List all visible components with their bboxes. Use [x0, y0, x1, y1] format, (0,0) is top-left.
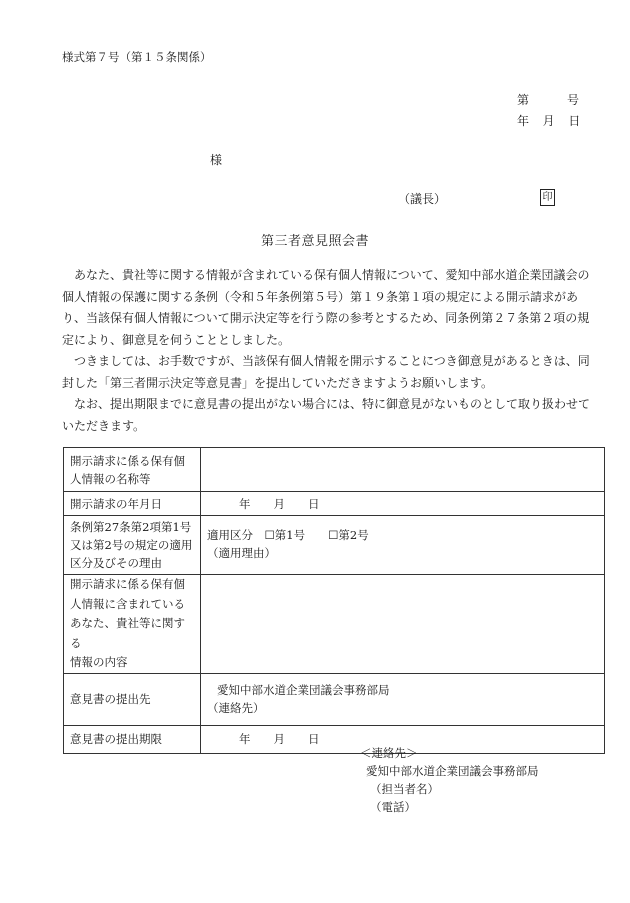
- row-value: 適用区分 ☐第1号 ☐第2号 （適用理由）: [201, 516, 605, 575]
- table-row: [64, 448, 605, 492]
- row-label: 開示請求に係る保有個 人情報に含まれている あなた、貴社等に関する 情報の内容: [64, 575, 201, 674]
- contact-block: [360, 744, 539, 816]
- date-day: 日: [568, 114, 581, 128]
- body-paragraph: あなた、貴社等に関する情報が含まれている保有個人情報について、愛知中部水道企業団議会の個人情報の保護に関する条例（令和５年条例第５号）第１９条第１項の規定による開示請求があり、当該保有個人情報について開示決定等を行う際の参考とするため、同条例第２７条第２項の規定により、御意見を伺うこととしました。: [62, 268, 590, 347]
- row-label: 開示請求の年月日: [64, 492, 201, 516]
- table-row: [64, 492, 605, 516]
- doc-number-go: 号: [567, 93, 580, 107]
- date-month: 月: [542, 114, 555, 128]
- date-year: 年: [517, 114, 530, 128]
- row-label: 条例第27条第2項第1号 又は第2号の規定の適用 区分及びその理由: [64, 516, 201, 575]
- table-row: [64, 575, 605, 674]
- row-value: [201, 575, 605, 674]
- seal-mark: 印: [540, 189, 555, 206]
- row-value: [201, 448, 605, 492]
- contact-heading: ＜連絡先＞: [360, 746, 418, 760]
- contact-org: 愛知中部水道企業団議会事務部局: [366, 764, 539, 778]
- table-row: [64, 516, 605, 575]
- body-text: [62, 265, 592, 437]
- row-value: 年 月 日: [201, 725, 605, 753]
- info-table: [63, 447, 605, 754]
- addressee-suffix: 様: [210, 153, 223, 167]
- table-row: [64, 673, 605, 725]
- row-label: 意見書の提出期限: [64, 725, 201, 753]
- row-label: 意見書の提出先: [64, 673, 201, 725]
- sender-title: （議長）: [398, 192, 447, 206]
- body-paragraph: つきましては、お手数ですが、当該保有個人情報を開示することにつき御意見があるときは、同封した「第三者開示決定等意見書」を提出していただきますようお願いします。: [62, 354, 590, 390]
- body-paragraph: なお、提出期限までに意見書の提出がない場合には、特に御意見がないものとして取り扱わせていただきます。: [62, 397, 591, 433]
- document-number: [517, 91, 579, 108]
- contact-phone: （電話）: [370, 800, 416, 814]
- row-value: 年 月 日: [201, 492, 605, 516]
- document-date: [517, 112, 580, 129]
- document-title: 第三者意見照会書: [260, 234, 369, 249]
- form-number: 様式第７号（第１５条関係）: [62, 50, 212, 64]
- row-label: 開示請求に係る保有個 人情報の名称等: [64, 448, 201, 492]
- row-value: 愛知中部水道企業団議会事務部局 （連絡先）: [201, 673, 605, 725]
- contact-person: （担当者名）: [370, 782, 439, 796]
- doc-number-dai: 第: [517, 93, 530, 107]
